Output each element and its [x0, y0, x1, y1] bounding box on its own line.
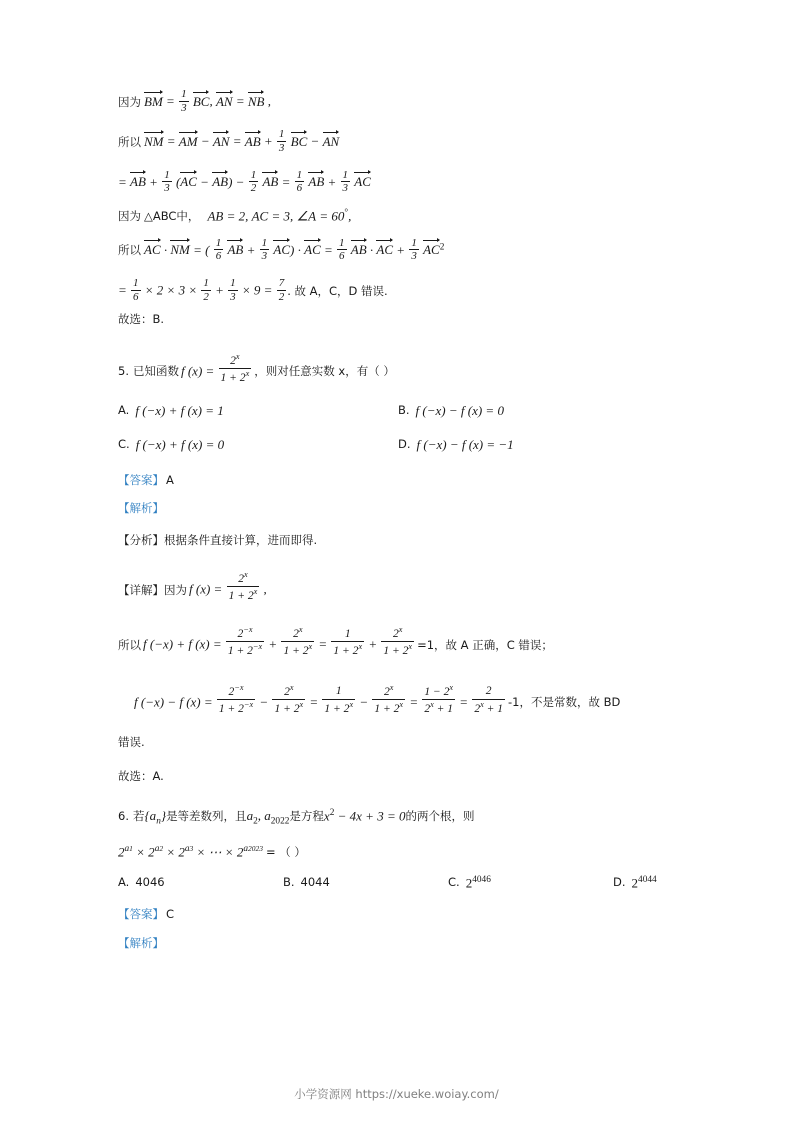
q5-option-a[interactable]: A. f (−x) + f (x) = 1: [118, 402, 224, 418]
q5-answer-tag: 【答案】: [118, 472, 164, 487]
solution4-line2-math: NM = AM − AN = AB + $\frac{1}{3}$ BC − AN: [144, 128, 340, 154]
q5-stem: [118, 352, 678, 385]
q5-step2-tail: -1，不是常数，故 BD: [508, 695, 621, 710]
q6-option-a[interactable]: A. 4046: [118, 875, 283, 891]
q5-detail-prefix: 因为: [164, 583, 187, 598]
q5-stem-prefix: 已知函数: [132, 364, 179, 379]
solution4-line5-prefix: 所以: [118, 243, 141, 258]
q5-step1-prefix: 所以: [118, 638, 141, 653]
q6-option-b[interactable]: B. 4044: [283, 875, 448, 891]
solution4-line-5: [118, 237, 678, 263]
q6-option-d[interactable]: D. $2^{4044}$: [613, 874, 657, 891]
q6-stem-eq: $x^2 - 4x + 3 = 0$: [323, 807, 406, 823]
q5-options-row-1: [118, 403, 678, 419]
q5-explain-tag: 【解析】: [118, 501, 164, 516]
q6-stem-set: $\{a_n\}$: [144, 807, 167, 827]
q5-option-c-text: f (−x) + f (x) = 0: [135, 436, 225, 452]
solution4-line4-triangle: △ABC中，: [144, 209, 200, 224]
q5-answer-line: [118, 472, 678, 487]
q5-detail-tag: 【详解】: [118, 583, 164, 598]
q5-step2-math: f (−x) − f (x) = $\frac{2^{-x}}{1 + 2^{-x}}$ − $\frac{2^x}{1 + 2^x}$ = $\frac{1}{1 + 2^x}$ − $\frac{2^x}{1 + 2^x}$ = $\frac{1 - 2^x}{2^x + 1}$ = $\frac{2}{2^x + 1}$: [134, 682, 504, 715]
page-footer: 小学资源网 https://xueke.woiay.com/: [294, 1087, 499, 1101]
q5-stem-suffix: ，则对任意实数 x，有（ ）: [254, 364, 395, 379]
q6-explain-tag: 【解析】: [118, 935, 164, 950]
q5-final: 故选：A.: [118, 769, 164, 784]
q5-option-b[interactable]: B. f (−x) − f (x) = 0: [398, 402, 504, 418]
solution4-line3-math: = AB + $\frac{1}{3}$ (AC − AB) − $\frac{1}{2}$ AB = $\frac{1}{6}$ AB + $\frac{1}{3}$ AC: [118, 168, 371, 195]
solution4-line6-tail: . 故 A，C，D 错误.: [287, 283, 388, 298]
q6-stem-part1: 若: [132, 808, 145, 823]
solution4-line4-prefix: 因为: [118, 209, 141, 224]
q5-options-row-2: [118, 437, 678, 453]
solution4-line1-prefix: 因为: [118, 94, 141, 109]
solution4-line6-math: = $\frac{1}{6}$ × 2 × 3 × $\frac{1}{2}$ + $\frac{1}{3}$ × 9 = $\frac{7}{2}$: [118, 276, 285, 303]
q5-analysis-line: [118, 532, 678, 547]
q5-analysis-tag: 【分析】: [118, 532, 164, 547]
q5-detail-line: [118, 570, 678, 603]
q5-step1: [118, 625, 678, 658]
q5-number: 5.: [118, 364, 129, 379]
q5-step1-tail: =1，故 A 正确，C 错误；: [417, 638, 553, 653]
q5-step1-math: f (−x) + f (x) = $\frac{2^{-x}}{1 + 2^{-x}}$ + $\frac{2^x}{1 + 2^x}$ = $\frac{1}{1 + 2^x}$ + $\frac{2^x}{1 + 2^x}$: [143, 625, 413, 658]
q6-stem-line-2: [118, 845, 678, 859]
q5-option-b-text: f (−x) − f (x) = 0: [415, 402, 504, 418]
q6-options-row: [118, 875, 678, 891]
solution4-line4-cond: AB = 2, AC = 3, ∠A = 60°,: [207, 207, 352, 224]
solution4-line1-math: BM = $\frac{1}{3}$ BC, AN = NB ,: [144, 88, 271, 114]
q5-detail-formula: f (x) = $\frac{2^x}{1 + 2^x}$ ,: [189, 570, 267, 603]
solution4-line-1: [118, 88, 678, 114]
q5-option-d-text: f (−x) − f (x) = −1: [416, 436, 514, 452]
solution4-line2-prefix: 所以: [118, 134, 141, 149]
solution4-line-2: [118, 128, 678, 154]
q6-answer-line: [118, 909, 678, 921]
q5-option-c[interactable]: C. f (−x) + f (x) = 0: [118, 436, 225, 452]
q6-stem-terms: $a_2$, $a_{2022}$: [246, 807, 290, 827]
document-content: [118, 88, 678, 949]
q6-option-d-text: $2^{4044}$: [631, 874, 657, 891]
solution4-answer: 故选：B.: [118, 312, 165, 327]
solution4-line-3: [118, 169, 678, 195]
solution4-line-6: [118, 277, 678, 303]
q6-number: 6.: [118, 808, 129, 823]
q6-stem-part3: 是方程: [289, 808, 324, 823]
q6-stem-line2-tail: = （ ）: [265, 845, 306, 860]
q6-answer-tag: 【答案】: [118, 907, 164, 922]
solution4-line5-math: AC · NM = ( $\frac{1}{6}$ AB + $\frac{1}{3}$ AC) · AC = $\frac{1}{6}$ AB · AC + $\frac{1}{3}$ $AC^2$: [144, 236, 445, 263]
q6-option-a-text: 4046: [135, 874, 165, 889]
q5-explain-line: [118, 502, 678, 515]
solution4-line-4: [118, 209, 678, 223]
q6-option-b-text: 4044: [300, 874, 330, 889]
q5-step2: [134, 683, 678, 716]
q5-stem-formula: f (x) = $\frac{2^x}{1 + 2^x}$: [180, 351, 250, 384]
q5-option-a-text: f (−x) + f (x) = 1: [135, 402, 224, 418]
q6-stem-part2: 是等差数列，且: [166, 808, 247, 823]
q6-answer-value: C: [166, 907, 175, 922]
q6-option-c[interactable]: C. $2^{4046}$: [448, 874, 491, 891]
q6-explain-line: [118, 937, 678, 950]
q6-stem-part4: 的两个根，则: [405, 808, 475, 823]
q5-answer-value: A: [166, 472, 174, 487]
q6-option-c-text: $2^{4046}$: [465, 874, 491, 891]
q5-analysis-text: 根据条件直接计算，进而即得.: [164, 532, 318, 547]
q5-step2-cont: 错误.: [118, 734, 145, 749]
q6-stem-line-1: [118, 809, 678, 827]
q6-stem-product: $2^{a1} \times 2^{a2} \times 2^{a3}$ × ⋯ × $2^{a2023}$: [118, 843, 263, 860]
q5-option-d[interactable]: D. f (−x) − f (x) = −1: [398, 436, 514, 452]
